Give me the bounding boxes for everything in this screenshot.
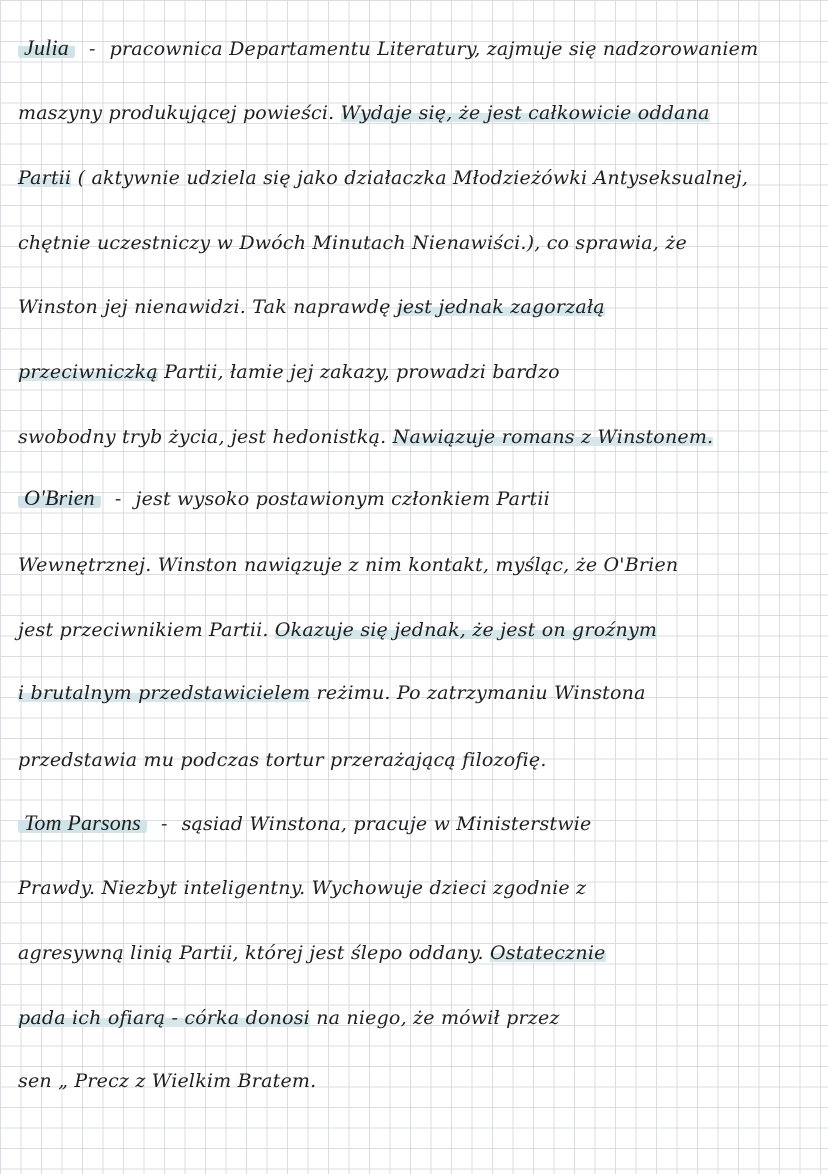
highlighted-text: Ostatecznie: [489, 942, 606, 964]
obrien-line-4: [18, 678, 816, 708]
parsons-line-4: [18, 1003, 816, 1033]
highlighted-text: Nawiązuje romans z Winstonem.: [392, 426, 714, 448]
julia-line-5: [18, 292, 816, 322]
parsons-name: Tom Parsons: [18, 810, 147, 835]
parsons-text: na niego, że mówił przez: [316, 1007, 560, 1029]
highlighted-text: jest jednak zagorzałą: [396, 296, 605, 318]
highlighted-text: pada ich ofiarą - córka donosi: [18, 1007, 310, 1029]
julia-text: ( aktywnie udziela się jako działaczka Młodzieżówki Antyseksualnej,: [77, 167, 749, 189]
obrien-text: Wewnętrznej. Winston nawiązuje z nim kontakt, myśląc, że O'Brien: [18, 554, 679, 576]
parsons-text: sąsiad Winstona, pracuje w Ministerstwie: [181, 813, 592, 835]
obrien-text: jest wysoko postawionym członkiem Partii: [135, 488, 550, 510]
parsons-line-5: [18, 1066, 816, 1096]
highlighted-text: przeciwniczką: [18, 361, 158, 383]
parsons-line-2: [18, 873, 816, 903]
julia-text: Winston jej nienawidzi. Tak naprawdę: [18, 296, 391, 318]
obrien-text: jest przeciwnikiem Partii.: [18, 619, 269, 641]
julia-name: Julia: [18, 35, 75, 60]
parsons-line-1: [18, 808, 816, 838]
obrien-text: przedstawia mu podczas tortur przerażającą filozofię.: [18, 749, 547, 771]
julia-line-4: [18, 228, 816, 258]
highlighted-text: i brutalnym przedstawicielem: [18, 682, 311, 704]
obrien-line-1: [18, 483, 816, 513]
obrien-line-5: [18, 745, 816, 775]
obrien-line-3: [18, 615, 816, 645]
julia-line-3: [18, 163, 816, 193]
dash: -: [114, 488, 122, 510]
dash: -: [89, 38, 96, 60]
obrien-name: O'Brien: [18, 485, 101, 510]
parsons-text: Prawdy. Niezbyt inteligentny. Wychowuje dzieci zgodnie z: [18, 877, 587, 899]
julia-text: pracownica Departamentu Literatury, zajmuje się nadzorowaniem: [109, 38, 759, 60]
julia-text: Partii, łamie jej zakazy, prowadzi bardzo: [164, 361, 560, 383]
parsons-text: agresywną linią Partii, której jest ślepo oddany.: [18, 942, 484, 964]
highlighted-text: Okazuje się jednak, że jest on groźnym: [274, 619, 658, 641]
julia-text: swobodny tryb życia, jest hedonistką.: [18, 426, 387, 448]
parsons-line-3: [18, 938, 816, 968]
highlighted-text: Partii: [18, 167, 72, 189]
obrien-line-2: [18, 550, 816, 580]
dash: -: [160, 813, 168, 835]
julia-text: chętnie uczestniczy w Dwóch Minutach Nienawiści.), co sprawia, że: [18, 232, 687, 254]
julia-line-1: [18, 33, 816, 63]
parsons-text: sen „ Precz z Wielkim Bratem.: [18, 1070, 317, 1092]
julia-text: maszyny produkującej powieści.: [18, 102, 335, 124]
julia-line-7: [18, 422, 816, 452]
julia-line-6: [18, 357, 816, 387]
highlighted-text: Wydaje się, że jest całkowicie oddana: [340, 102, 710, 124]
obrien-text: reżimu. Po zatrzymaniu Winstona: [316, 682, 646, 704]
julia-line-2: [18, 98, 816, 128]
